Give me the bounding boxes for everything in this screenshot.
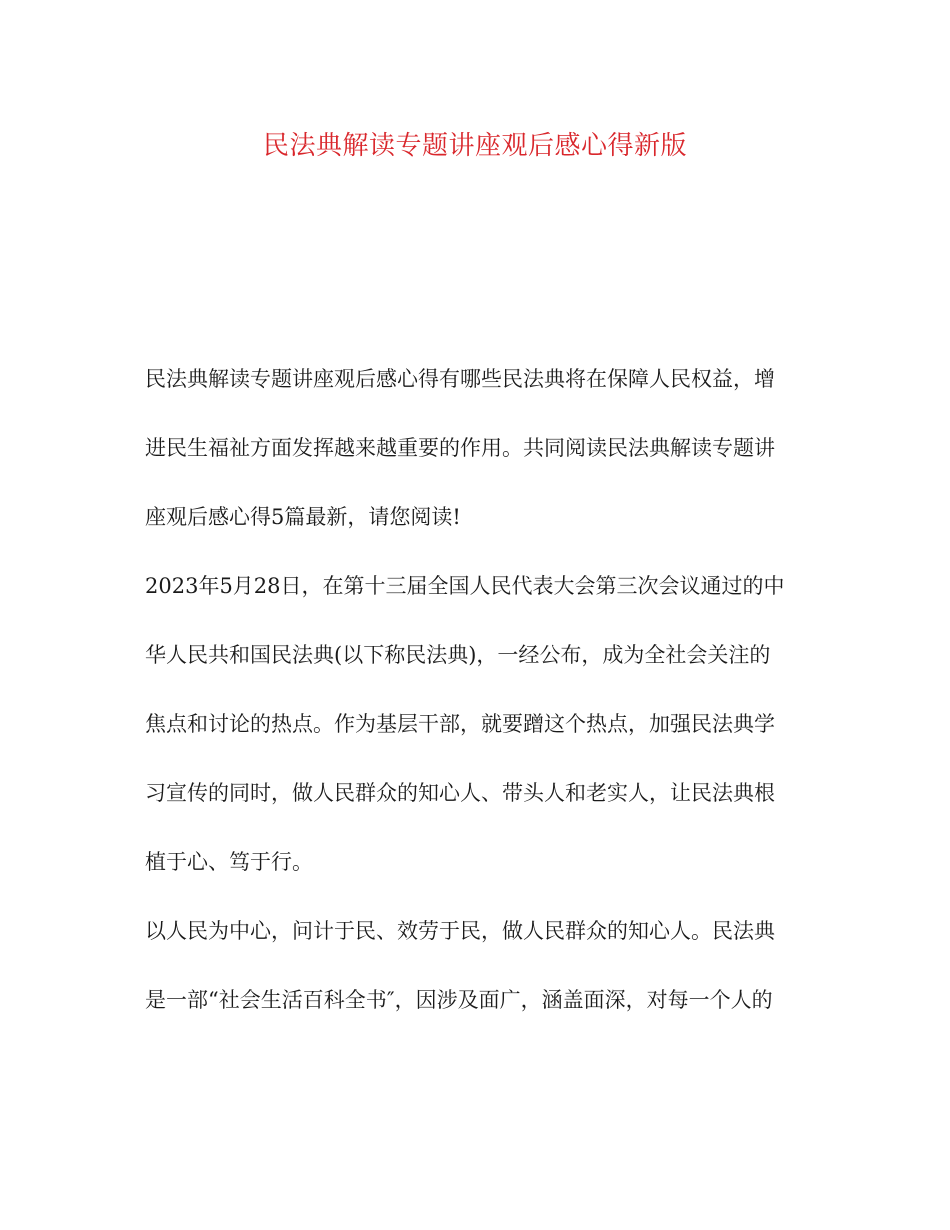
body-line: 进民生福祉方面发挥越来越重要的作用。共同阅读民法典解读专题讲 xyxy=(145,436,775,460)
document-title: 民法典解读专题讲座观后感心得新版 xyxy=(262,131,687,161)
body-line: 焦点和讨论的热点。作为基层干部，就要蹭这个热点，加强民法典学 xyxy=(145,712,775,736)
body-line: 植于心、笃于行。 xyxy=(145,850,313,874)
document-body xyxy=(145,355,810,1045)
body-line: 2023年5月28日，在第十三届全国人民代表大会第三次会议通过的中 xyxy=(145,574,785,598)
body-line: 华人民共和国民法典(以下称民法典)，一经公布，成为全社会关注的 xyxy=(145,643,771,667)
body-line: 习宣传的同时，做人民群众的知心人、带头人和老实人，让民法典根 xyxy=(145,781,775,805)
body-line: 是一部“社会生活百科全书″，因涉及面广，涵盖面深，对每一个人的 xyxy=(145,988,773,1012)
body-line: 以人民为中心，问计于民、效劳于民，做人民群众的知心人。民法典 xyxy=(145,919,775,943)
body-line: 座观后感心得5篇最新，请您阅读! xyxy=(145,505,461,529)
body-line: 民法典解读专题讲座观后感心得有哪些民法典将在保障人民权益，增 xyxy=(145,367,775,391)
